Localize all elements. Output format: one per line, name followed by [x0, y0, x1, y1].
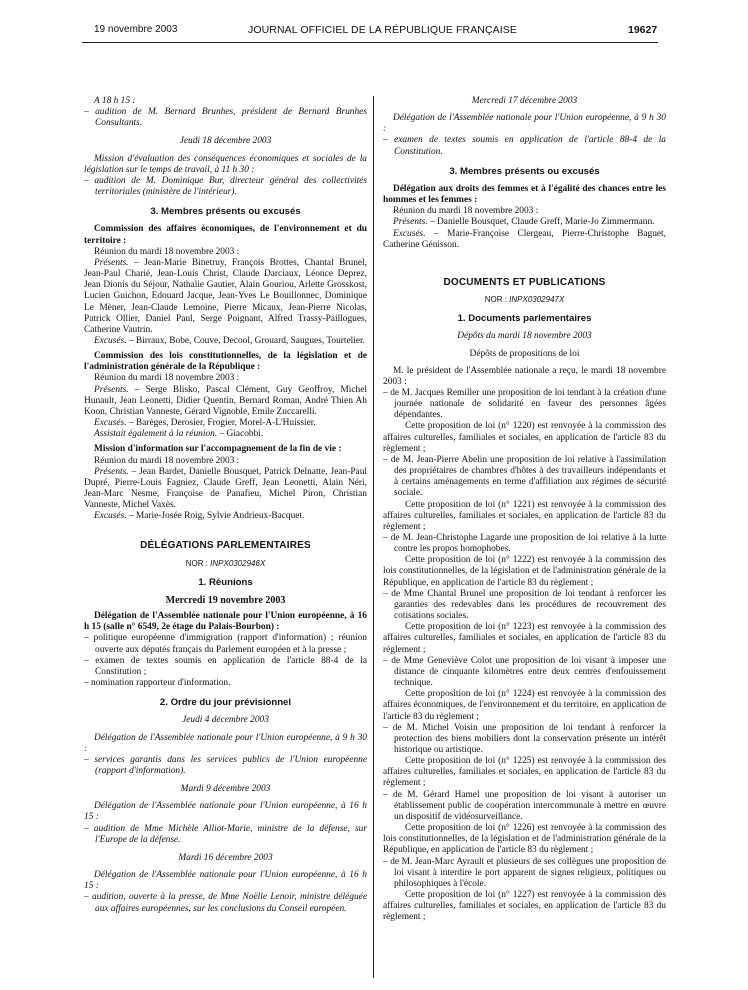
deposit-item: – de M. Jean-Christophe Lagarde une proposition de loi relative à la lutte contre les propos homophobes.: [383, 533, 666, 555]
meeting-date: Réunion du mardi 18 novembre 2003 :: [393, 206, 539, 217]
agenda-item: – audition, ouverte à la presse, de Mme Noëlle Lenoir, ministre déléguée aux affaires européennes, sur les conclusions du Conseil européen.: [84, 892, 367, 914]
presents-label: Présents.: [94, 384, 129, 395]
nor-code: INPX0302946X: [210, 558, 266, 568]
excuses-label: Excusés.: [94, 418, 127, 429]
meeting-date: Réunion du mardi 18 novembre 2003 :: [94, 246, 240, 257]
journal-title: JOURNAL OFFICIEL DE LA RÉPUBLIQUE FRANÇAISE: [248, 24, 517, 36]
session-date: Mardi 16 décembre 2003: [178, 852, 273, 863]
referral-text: Cette proposition de loi (n° 1221) est renvoyée à la commission des affaires culturelles, familiales et sociales, en application de l'article 83 du règlement ;: [383, 499, 666, 532]
presents-names: – Jean-Marie Binetruy, François Brottes, Chantal Brunel, Jean-Paul Charié, Jean-Louis Christ, Claude Darciaux, Léonce Deprez, Jean Dionis du Séjour, Nathalie Gautier, Alain Gouriou, Arlette Grosskost, Lucien Guichon, Edouard Jacque, Jean-Yves Le Bouillonnec, Dominique Le Mèner, Jean-Claude Lemoine, Pierre Micaux, Jean-Pierre Nicolas, Patrick Ollier, Daniel Paul, Serge Poignant, Alfred Trassy-Paillogues, Catherine Vautrin.: [84, 257, 367, 335]
presents-names: – Jean Bardet, Danielle Bousquet, Patrick Delnatte, Jean-Paul Dupré, Pierre-Louis Fagniez, Claude Greff, Jean Leonetti, Alain Néri, Jean-Marc Nesme, Françoise de Panafieu, Michel Piron, Christian Vanneste, Michel Vaxès.: [84, 466, 367, 511]
agenda-item: – services garantis dans les services publics de l'Union européenne (rapport d'information).: [84, 754, 367, 776]
referral-text: Cette proposition de loi (n° 1222) est renvoyée à la commission des lois constitutionnelles, de la législation et de l'administration générale de la République, en application de l'article 83 du règlement ;: [383, 555, 666, 588]
intro-text: M. le président de l'Assemblée nationale a reçu, le mardi 18 novembre 2003 :: [383, 365, 666, 387]
nor-reference: [84, 558, 367, 569]
delegation-title: Délégation de l'Assemblée nationale pour l'Union européenne, à 16 h 15 (salle n° 6549, 2e étage du Palais-Bourbon) :: [84, 611, 367, 633]
meeting-date: Réunion du mardi 18 novembre 2003 :: [94, 373, 240, 384]
delegation-title: Délégation de l'Assemblée nationale pour l'Union européenne, à 9 h 30 :: [84, 732, 367, 754]
header-rule: [82, 42, 658, 43]
deposit-item: – de M. Jean-Pierre Abelin une proposition de loi relative à l'assimilation des propriétaires de chambres d'hôtes à des travailleurs indépendants et à certains aménagements en terme d'affiliation aux régimes de sécurité sociale.: [383, 454, 666, 499]
referral-text: Cette proposition de loi (n° 1226) est renvoyée à la commission des lois constitutionnelles, de la législation et de l'administration générale de la République, en application de l'article 83 du règlement ;: [383, 823, 666, 856]
part-heading: DÉLÉGATIONS PARLEMENTAIRES: [140, 540, 311, 552]
header-date: 19 novembre 2003: [94, 24, 178, 35]
presents-names: – Danielle Bousquet, Claude Greff, Marie-Jo Zimmermann.: [427, 217, 655, 228]
column-divider: [373, 96, 374, 978]
session-date: Mercredi 17 décembre 2003: [471, 96, 578, 106]
presents-names: – Serge Blisko, Pascal Clément, Guy Geoffroy, Michel Hunault, Jean Leonetti, Didier Quentin, Bernard Roman, André Thien Ah Koon, Christian Vanneste, Gérard Vignoble, Emile Zuccarelli.: [84, 384, 367, 417]
agenda-item: – examen de textes soumis en application de l'article 88-4 de la Constitution.: [383, 135, 666, 157]
agenda-item: – politique européenne d'immigration (rapport d'information) ; réunion ouverte aux députés français du Parlement européen et à la presse ;: [84, 633, 367, 655]
agenda-item: – examen de textes soumis en application de l'article 88-4 de la Constitution ;: [84, 655, 367, 677]
referral-text: Cette proposition de loi (n° 1227) est renvoyée à la commission des affaires culturelles, familiales et sociales, en application de l'article 83 du règlement ;: [383, 890, 666, 923]
excuses-label: Excusés.: [94, 335, 127, 346]
excuses-names: – Marie-Josée Roig, Sylvie Andrieux-Bacquet.: [126, 511, 305, 522]
assist-line: [84, 429, 367, 440]
presents-list: [383, 217, 666, 228]
part-heading: DOCUMENTS ET PUBLICATIONS: [443, 276, 606, 288]
commission-title: Commission des affaires économiques, de l'environnement et du territoire :: [84, 224, 367, 246]
session-date: Mercredi 19 novembre 2003: [165, 594, 286, 606]
session-date: Jeudi 18 décembre 2003: [179, 136, 272, 147]
presents-list: [84, 258, 367, 336]
deposit-item: – de M. Jacques Remiller une proposition de loi tendant à la création d'une journée nationale de solidarité en faveur des personnes âgées dépendantes.: [383, 387, 666, 421]
presents-label: Présents.: [94, 466, 129, 477]
deposit-item: – de Mme Chantal Brunel une proposition de loi tendant à renforcer les garanties des redevables dans les procédures de recouvrement des cotisations sociales.: [383, 588, 666, 622]
agenda-item: – audition de M. Bernard Brunhes, président de Bernard Brunhes Consultants.: [84, 107, 367, 129]
section-heading: 1. Documents parlementaires: [457, 313, 592, 325]
right-column: [383, 96, 666, 923]
page-header: [0, 0, 748, 50]
nor-label: NOR :: [185, 558, 211, 568]
nor-label: NOR :: [484, 295, 510, 305]
deposit-item: – de M. Gérard Hamel une proposition de loi visant à autoriser un établissement public de coopération intercommunale à mettre en œuvre un dispositif de vidéosurveillance.: [383, 789, 666, 822]
excuses-names: – Birraux, Bobe, Couve, Decool, Grouard, Saugues, Tourtelier.: [126, 335, 365, 346]
section-heading: 3. Membres présents ou excusés: [150, 206, 301, 218]
excuses-label: Excusés.: [94, 511, 127, 522]
assist-names: – Giacobbi.: [217, 429, 264, 440]
delegation-title: Délégation de l'Assemblée nationale pour l'Union européenne, à 9 h 30 :: [383, 113, 666, 135]
session-date: Jeudi 4 décembre 2003: [182, 715, 269, 726]
excuses-list: [383, 229, 666, 251]
nor-code: INPX0302947X: [509, 295, 565, 305]
referral-text: Cette proposition de loi (n° 1224) est renvoyée à la commission des affaires économiques, de l'environnement et du territoire, en application de l'article 83 du règlement ;: [383, 689, 666, 722]
presents-label: Présents.: [393, 217, 428, 228]
subsection-title: Dépôts de propositions de loi: [469, 348, 580, 359]
commission-title: Mission d'information sur l'accompagnement de la fin de vie :: [94, 444, 342, 455]
referral-text: Cette proposition de loi (n° 1220) est renvoyée à la commission des affaires culturelles, familiales et sociales, en application de l'article 83 du règlement ;: [383, 421, 666, 454]
session-date: Mardi 9 décembre 2003: [180, 784, 271, 795]
left-column: [84, 96, 367, 915]
deposit-item: – de Mme Geneviève Colot une proposition de loi visant à imposer une distance de cinquante kilomètres entre deux centres d'enfouissement technique.: [383, 655, 666, 689]
nor-reference: [383, 294, 666, 305]
section-heading: 2. Ordre du jour prévisionnel: [159, 697, 292, 709]
mission-title: Mission d'évaluation des conséquences économiques et sociales de la législation sur le temps de travail, à 11 h 30 :: [84, 153, 367, 175]
agenda-item: – audition de Mme Michèle Alliot-Marie, ministre de la défense, sur l'Europe de la défense.: [84, 823, 367, 845]
time-label: A 18 h 15 :: [94, 96, 136, 106]
delegation-title: Délégation de l'Assemblée nationale pour l'Union européenne, à 16 h 15 :: [84, 801, 367, 823]
deposit-item: – de M. Jean-Marc Ayrault et plusieurs de ses collègues une proposition de loi visant à interdire le port apparent de signes religieux, politiques ou philosophiques à l'école.: [383, 856, 666, 889]
excuses-names: – Marie-Françoise Clergeau, Pierre-Christophe Baguet, Catherine Génisson.: [383, 228, 666, 250]
meeting-date: Réunion du mardi 18 novembre 2003 :: [94, 455, 240, 466]
excuses-list: [84, 511, 367, 522]
assist-label: Assistait également à la réunion.: [94, 429, 218, 440]
excuses-label: Excusés.: [393, 228, 426, 239]
presents-list: [84, 385, 367, 418]
delegation-title: Délégation aux droits des femmes et à l'égalité des chances entre les hommes et les femmes :: [383, 183, 666, 206]
agenda-item: – audition de M. Dominique Bur, directeur général des collectivités territoriales (ministère de l'intérieur).: [84, 175, 367, 198]
excuses-names: – Barèges, Derosier, Frogier, Morel-A-L'Huissier.: [126, 418, 316, 429]
deposit-item: – de M. Michel Voisin une proposition de loi tendant à renforcer la protection des biens mobiliers dont la conservation présente un intérêt historique ou artistique.: [383, 722, 666, 755]
presents-list: [84, 467, 367, 512]
section-heading: 3. Membres présents ou excusés: [449, 165, 600, 177]
excuses-list: [84, 336, 367, 347]
presents-label: Présents.: [94, 257, 129, 268]
excuses-list: [84, 418, 367, 429]
delegation-title: Délégation de l'Assemblée nationale pour l'Union européenne, à 16 h 15 :: [84, 870, 367, 892]
referral-text: Cette proposition de loi (n° 1225) est renvoyée à la commission des affaires culturelles, familiales et sociales, en application de l'article 83 du règlement ;: [383, 756, 666, 789]
commission-title: Commission des lois constitutionnelles, de la législation et de l'administration générale de la République :: [84, 351, 367, 373]
referral-text: Cette proposition de loi (n° 1223) est renvoyée à la commission des affaires culturelles, familiales et sociales, en application de l'article 83 du règlement ;: [383, 622, 666, 655]
page-number: 19627: [628, 24, 658, 36]
deposit-date: Dépôts du mardi 18 novembre 2003: [457, 331, 592, 342]
section-heading: 1. Réunions: [198, 576, 253, 588]
deposit-list: [383, 388, 666, 924]
agenda-item: – nomination rapporteur d'information.: [84, 678, 231, 689]
